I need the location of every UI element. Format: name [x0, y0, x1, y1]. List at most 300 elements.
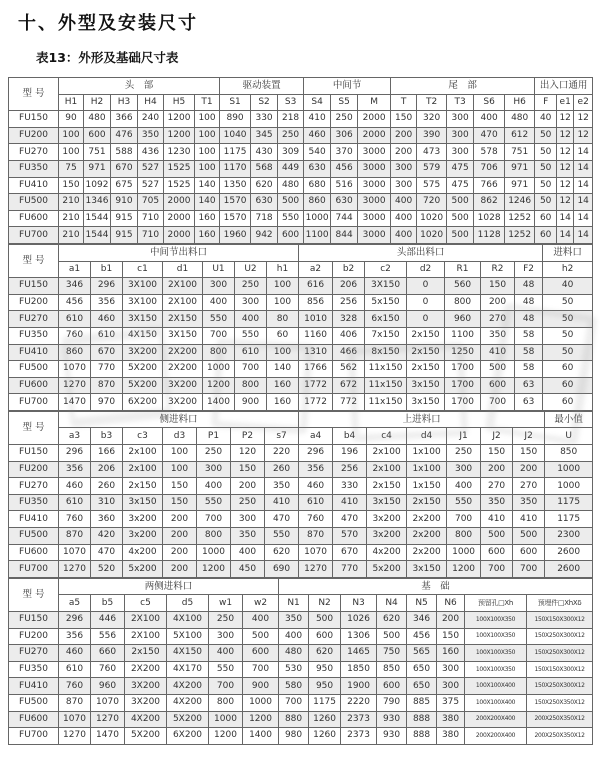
value-cell: 150 — [391, 111, 417, 128]
value-cell: 500 — [481, 361, 515, 378]
value-cell: 540 — [304, 144, 331, 161]
value-cell: 410 — [481, 344, 515, 361]
value-cell: 306 — [331, 127, 358, 144]
table-row — [9, 661, 593, 678]
model-cell: FU150 — [9, 278, 59, 295]
column-header: S6 — [474, 94, 505, 111]
table-row — [9, 394, 593, 411]
group-header: 中间节 — [304, 78, 391, 95]
value-cell: 400 — [231, 544, 265, 561]
value-cell: 100X100X400 — [465, 678, 527, 695]
value-cell: 250 — [447, 445, 481, 462]
value-cell: 5x200 — [367, 561, 407, 578]
value-cell: 600 — [481, 544, 513, 561]
value-cell: 1525 — [164, 177, 195, 194]
value-cell: 971 — [505, 160, 535, 177]
value-cell: 1000 — [447, 544, 481, 561]
table-row — [9, 461, 593, 478]
value-cell: 516 — [331, 177, 358, 194]
value-cell: 120 — [231, 445, 265, 462]
column-header: c1 — [123, 261, 163, 278]
value-cell: 2000 — [164, 227, 195, 244]
value-cell: 700 — [481, 561, 513, 578]
value-cell: 650 — [407, 661, 437, 678]
group-header: 基 础 — [279, 578, 593, 595]
column-header: N1 — [279, 595, 309, 612]
value-cell: 3X200 — [163, 394, 203, 411]
value-cell: 2x200 — [407, 528, 447, 545]
value-cell: 1200 — [164, 111, 195, 128]
value-cell: 500 — [513, 528, 545, 545]
value-cell: 140 — [267, 361, 299, 378]
value-cell: 50 — [543, 327, 593, 344]
value-cell: 12 — [574, 111, 593, 128]
value-cell: 568 — [251, 160, 278, 177]
value-cell: 885 — [407, 694, 437, 711]
model-cell: FU200 — [9, 127, 59, 144]
value-cell: 600 — [309, 628, 341, 645]
group-header: 最小值 — [545, 411, 593, 428]
value-cell: 1470 — [91, 728, 125, 745]
value-cell: 1700 — [445, 394, 481, 411]
value-cell: 4X200 — [167, 694, 209, 711]
value-cell: 1270 — [299, 561, 333, 578]
value-cell: 500 — [377, 628, 407, 645]
value-cell: 1x100 — [407, 445, 447, 462]
value-cell: 1306 — [341, 628, 377, 645]
value-cell: 410 — [265, 494, 299, 511]
value-cell: 610 — [299, 494, 333, 511]
value-cell: 400 — [235, 311, 267, 328]
value-cell: 1544 — [84, 227, 111, 244]
value-cell: 350 — [231, 528, 265, 545]
value-cell: 100 — [195, 144, 220, 161]
value-cell: 800 — [197, 528, 231, 545]
table-row — [9, 111, 593, 128]
value-cell: 160 — [267, 394, 299, 411]
value-cell: 1270 — [59, 377, 91, 394]
value-cell: 200 — [231, 478, 265, 495]
column-header: b3 — [91, 428, 123, 445]
value-cell: 400 — [197, 478, 231, 495]
value-cell: 930 — [377, 711, 407, 728]
value-cell: 500 — [447, 210, 474, 227]
value-cell: 375 — [437, 694, 465, 711]
table-row — [9, 678, 593, 695]
column-header: c3 — [123, 428, 163, 445]
value-cell: 630 — [251, 194, 278, 211]
column-header: w1 — [209, 595, 243, 612]
table-row — [9, 160, 593, 177]
value-cell: 470 — [333, 511, 367, 528]
model-cell: FU600 — [9, 544, 59, 561]
column-header: H2 — [84, 94, 111, 111]
value-cell: 2x150 — [125, 645, 167, 662]
value-cell: 390 — [417, 127, 447, 144]
value-cell: 870 — [299, 528, 333, 545]
value-cell: 14 — [557, 210, 574, 227]
value-cell: 260 — [265, 461, 299, 478]
value-cell: 296 — [299, 445, 333, 462]
value-cell: 140 — [195, 194, 220, 211]
value-cell: 2x100 — [367, 445, 407, 462]
value-cell: 500 — [481, 528, 513, 545]
value-cell: 706 — [474, 160, 505, 177]
value-cell: 600 — [377, 678, 407, 695]
value-cell: 500 — [309, 612, 341, 629]
value-cell: 3x150 — [407, 394, 445, 411]
value-cell: 4X150 — [123, 327, 163, 344]
value-cell: 7x150 — [365, 327, 407, 344]
table-row — [9, 377, 593, 394]
value-cell: 206 — [333, 278, 365, 295]
value-cell: 1766 — [299, 361, 333, 378]
value-cell: 14 — [574, 160, 593, 177]
value-cell: 5X100 — [167, 628, 209, 645]
table-row — [9, 194, 593, 211]
value-cell: 100 — [59, 127, 84, 144]
value-cell: 5X200 — [125, 728, 167, 745]
model-cell: FU350 — [9, 494, 59, 511]
value-cell: 0 — [407, 294, 445, 311]
value-cell: 2373 — [341, 711, 377, 728]
value-cell: 675 — [111, 177, 138, 194]
value-cell: 970 — [91, 394, 123, 411]
value-cell: 400 — [391, 194, 417, 211]
group-header: 出入口通用 — [535, 78, 593, 95]
column-header: N4 — [377, 595, 407, 612]
value-cell: 680 — [304, 177, 331, 194]
value-cell: 2x150 — [407, 494, 447, 511]
group-header: 两侧进料口 — [59, 578, 279, 595]
value-cell: 12 — [557, 111, 574, 128]
value-cell: 705 — [138, 194, 164, 211]
value-cell: 751 — [84, 144, 111, 161]
value-cell: 450 — [231, 561, 265, 578]
value-cell: 1070 — [91, 694, 125, 711]
value-cell: 300 — [197, 461, 231, 478]
value-cell: 500 — [447, 227, 474, 244]
value-cell: 12 — [557, 177, 574, 194]
value-cell: 260 — [91, 478, 123, 495]
column-header: U — [545, 428, 593, 445]
model-cell: FU410 — [9, 678, 59, 695]
model-cell: FU270 — [9, 311, 59, 328]
table-row — [9, 628, 593, 645]
value-cell: 2x150 — [123, 478, 163, 495]
value-cell: 250 — [235, 278, 267, 295]
value-cell: 80 — [267, 311, 299, 328]
value-cell: 250 — [231, 494, 265, 511]
value-cell: 2x100 — [123, 445, 163, 462]
value-cell: 460 — [59, 645, 91, 662]
value-cell: 1128 — [474, 227, 505, 244]
column-header: d4 — [407, 428, 447, 445]
value-cell: 2X100 — [163, 294, 203, 311]
value-cell: 3x150 — [367, 494, 407, 511]
table-row — [9, 544, 593, 561]
model-cell: FU600 — [9, 711, 59, 728]
value-cell: 420 — [91, 528, 123, 545]
value-cell: 760 — [299, 511, 333, 528]
value-cell: 700 — [197, 511, 231, 528]
value-cell: 1092 — [84, 177, 111, 194]
value-cell: 5x200 — [123, 561, 163, 578]
column-header: M — [358, 94, 391, 111]
value-cell: 310 — [91, 494, 123, 511]
value-cell: 12 — [574, 127, 593, 144]
value-cell: 200 — [391, 144, 417, 161]
column-header: T1 — [195, 94, 220, 111]
value-cell: 2x150 — [407, 361, 445, 378]
value-cell: 620 — [377, 612, 407, 629]
value-cell: 1310 — [299, 344, 333, 361]
value-cell: 460 — [59, 478, 91, 495]
column-header: J2 — [513, 428, 545, 445]
value-cell: 900 — [243, 678, 279, 695]
value-cell: 772 — [333, 394, 365, 411]
value-cell: 1070 — [299, 544, 333, 561]
column-header: N5 — [407, 595, 437, 612]
value-cell: 150 — [481, 278, 515, 295]
value-cell: 475 — [447, 160, 474, 177]
value-cell: 100 — [195, 160, 220, 177]
value-cell: 300 — [203, 278, 235, 295]
value-cell: 140 — [195, 177, 220, 194]
value-cell: 2x150 — [407, 344, 445, 361]
value-cell: 48 — [515, 294, 543, 311]
group-header: 上进料口 — [299, 411, 545, 428]
value-cell: 1175 — [309, 694, 341, 711]
dimension-table-1 — [8, 77, 593, 244]
column-header: d3 — [163, 428, 197, 445]
value-cell: 2x100 — [367, 461, 407, 478]
value-cell: 710 — [138, 227, 164, 244]
table-row — [9, 711, 593, 728]
value-cell: 1000 — [197, 544, 231, 561]
value-cell: 320 — [417, 111, 447, 128]
model-cell: FU410 — [9, 511, 59, 528]
value-cell: 3X200 — [125, 678, 167, 695]
value-cell: 250 — [331, 111, 358, 128]
value-cell: 220 — [265, 445, 299, 462]
value-cell: 1465 — [341, 645, 377, 662]
value-cell: 100X100X400 — [465, 694, 527, 711]
value-cell: 1040 — [220, 127, 251, 144]
value-cell: 690 — [265, 561, 299, 578]
value-cell: 100 — [163, 445, 197, 462]
value-cell: 600 — [481, 377, 515, 394]
value-cell: 50 — [535, 194, 557, 211]
table-row — [9, 227, 593, 244]
value-cell: 5x150 — [365, 294, 407, 311]
model-cell: FU500 — [9, 694, 59, 711]
value-cell: 700 — [203, 327, 235, 344]
value-cell: 2X100 — [125, 628, 167, 645]
value-cell: 2300 — [545, 528, 593, 545]
value-cell: 2373 — [341, 728, 377, 745]
value-cell: 1000 — [545, 461, 593, 478]
value-cell: 620 — [265, 544, 299, 561]
value-cell: 11x150 — [365, 361, 407, 378]
value-cell: 400 — [209, 645, 243, 662]
value-cell: 12 — [557, 127, 574, 144]
value-cell: 200X200X400 — [465, 728, 527, 745]
column-header: S2 — [251, 94, 278, 111]
column-header: U1 — [203, 261, 235, 278]
value-cell: 206 — [91, 461, 123, 478]
tables-area — [8, 77, 592, 745]
value-cell: 160 — [267, 377, 299, 394]
value-cell: 1100 — [445, 327, 481, 344]
value-cell: 1200 — [203, 377, 235, 394]
value-cell: 200 — [513, 461, 545, 478]
value-cell: 3X200 — [163, 377, 203, 394]
column-header: e1 — [557, 94, 574, 111]
value-cell: 1230 — [164, 144, 195, 161]
value-cell: 1350 — [220, 177, 251, 194]
value-cell: 5X200 — [123, 361, 163, 378]
value-cell: 610 — [91, 327, 123, 344]
value-cell: 870 — [59, 694, 91, 711]
column-header: T2 — [417, 94, 447, 111]
value-cell: 1000 — [545, 478, 593, 495]
value-cell: 1175 — [220, 144, 251, 161]
value-cell: 600 — [278, 227, 304, 244]
value-cell: 40 — [535, 111, 557, 128]
column-header: h2 — [543, 261, 593, 278]
value-cell: 300 — [235, 294, 267, 311]
value-cell: 2600 — [545, 561, 593, 578]
model-cell: FU700 — [9, 728, 59, 745]
value-cell: 160 — [195, 210, 220, 227]
model-cell: FU600 — [9, 210, 59, 227]
value-cell: 150X250X300X12 — [527, 645, 593, 662]
value-cell: 2000 — [358, 111, 391, 128]
value-cell: 380 — [437, 728, 465, 745]
value-cell: 14 — [574, 210, 593, 227]
value-cell: 700 — [243, 661, 279, 678]
value-cell: 410 — [481, 511, 513, 528]
value-cell: 1160 — [299, 327, 333, 344]
value-cell: 3X100 — [123, 294, 163, 311]
value-cell: 630 — [304, 160, 331, 177]
value-cell: 1020 — [417, 210, 447, 227]
value-cell: 350 — [138, 127, 164, 144]
value-cell: 300 — [437, 678, 465, 695]
model-cell: FU150 — [9, 111, 59, 128]
value-cell: 12 — [557, 160, 574, 177]
value-cell: 980 — [279, 728, 309, 745]
column-header: N3 — [341, 595, 377, 612]
value-cell: 11x150 — [365, 377, 407, 394]
value-cell: 50 — [543, 294, 593, 311]
value-cell: 520 — [91, 561, 123, 578]
value-cell: 718 — [251, 210, 278, 227]
value-cell: 60 — [543, 394, 593, 411]
value-cell: 48 — [515, 278, 543, 295]
value-cell: 1170 — [220, 160, 251, 177]
column-header: R2 — [481, 261, 515, 278]
column-header: d2 — [407, 261, 445, 278]
value-cell: 3x150 — [123, 494, 163, 511]
value-cell: 3X150 — [365, 278, 407, 295]
column-header: b1 — [91, 261, 123, 278]
value-cell: 910 — [111, 194, 138, 211]
value-cell: 11x150 — [365, 394, 407, 411]
value-cell: 1010 — [299, 311, 333, 328]
value-cell: 2X200 — [163, 344, 203, 361]
value-cell: 446 — [91, 612, 125, 629]
value-cell: 700 — [279, 694, 309, 711]
value-cell: 578 — [474, 144, 505, 161]
column-header: P2 — [231, 428, 265, 445]
value-cell: 300 — [209, 628, 243, 645]
table-row — [9, 511, 593, 528]
value-cell: 1200 — [197, 561, 231, 578]
value-cell: 1100 — [304, 227, 331, 244]
value-cell: 210 — [59, 210, 84, 227]
value-cell: 300 — [437, 661, 465, 678]
model-cell: FU200 — [9, 628, 59, 645]
table-row — [9, 210, 593, 227]
value-cell: 60 — [543, 377, 593, 394]
value-cell: 60 — [267, 327, 299, 344]
value-cell: 2X100 — [163, 278, 203, 295]
column-header: 预埋件□XhXδ — [527, 595, 593, 612]
dimension-table-2 — [8, 244, 593, 411]
value-cell: 550 — [265, 528, 299, 545]
value-cell: 400 — [474, 111, 505, 128]
value-cell: 2X150 — [163, 311, 203, 328]
value-cell: 150X150X300X12 — [527, 661, 593, 678]
column-header: T3 — [447, 94, 474, 111]
value-cell: 1026 — [341, 612, 377, 629]
value-cell: 550 — [203, 311, 235, 328]
value-cell: 1400 — [243, 728, 279, 745]
value-cell: 150 — [59, 177, 84, 194]
value-cell: 200 — [437, 612, 465, 629]
value-cell: 1525 — [164, 160, 195, 177]
column-header: F2 — [515, 261, 543, 278]
value-cell: 270 — [513, 478, 545, 495]
value-cell: 3x200 — [123, 511, 163, 528]
value-cell: 2x100 — [123, 461, 163, 478]
model-cell: FU700 — [9, 394, 59, 411]
value-cell: 460 — [91, 311, 123, 328]
value-cell: 12 — [557, 144, 574, 161]
value-cell: 296 — [59, 612, 91, 629]
column-header: N6 — [437, 595, 465, 612]
column-header: T — [391, 94, 417, 111]
value-cell: 1200 — [447, 561, 481, 578]
value-cell: 610 — [235, 344, 267, 361]
value-cell: 1470 — [59, 394, 91, 411]
value-cell: 630 — [331, 194, 358, 211]
value-cell: 2000 — [164, 194, 195, 211]
value-cell: 400 — [243, 612, 279, 629]
value-cell: 844 — [331, 227, 358, 244]
value-cell: 150 — [163, 494, 197, 511]
model-cell: FU410 — [9, 177, 59, 194]
table-row — [9, 561, 593, 578]
value-cell: 200X250X350X12 — [527, 711, 593, 728]
value-cell: 720 — [417, 194, 447, 211]
value-cell: 870 — [91, 377, 123, 394]
value-cell: 5X200 — [167, 711, 209, 728]
value-cell: 200 — [481, 294, 515, 311]
value-cell: 3x150 — [407, 377, 445, 394]
